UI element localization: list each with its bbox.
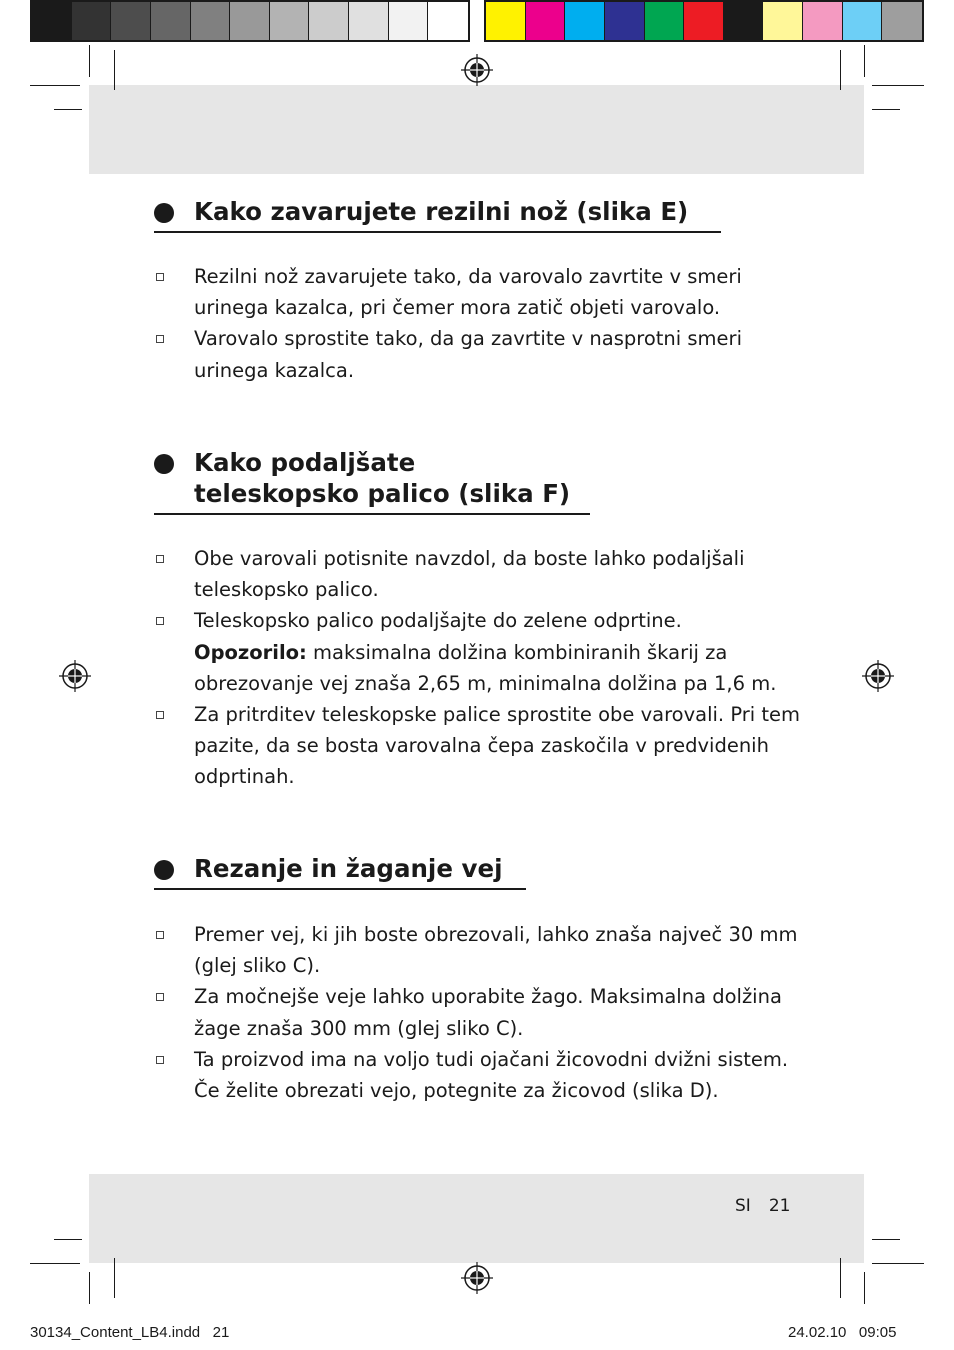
checkbox-square-icon [156, 273, 164, 281]
heading-bullet-icon [154, 454, 174, 474]
color-swatch [349, 2, 389, 40]
list-item-text: Premer vej, ki jih boste obrezovali, lahko znaša največ 30 mm (glej sliko C). [194, 923, 798, 978]
checkbox-square-icon [156, 711, 164, 719]
color-swatch [486, 2, 526, 40]
registration-mark-icon [861, 659, 895, 693]
heading-text: Kako zavarujete rezilni nož (slika E) [194, 197, 689, 226]
list-item [154, 543, 814, 605]
list-item [154, 981, 814, 1043]
checkbox-square-icon [156, 617, 164, 625]
color-swatch [151, 2, 191, 40]
process-color-bar [484, 0, 924, 42]
color-swatch [843, 2, 883, 40]
section-heading [154, 447, 834, 509]
color-swatch [645, 2, 685, 40]
slug-file: 30134_Content_LB4.indd 21 [30, 1324, 230, 1341]
registration-mark-icon [58, 659, 92, 693]
list-item-text: Varovalo sprostite tako, da ga zavrtite v nasprotni smeri urinega kazalca. [194, 327, 742, 382]
list-item-text: Rezilni nož zavarujete tako, da varovalo zavrtite v smeri urinega kazalca, pri čemer mora zatič objeti varovalo. [194, 265, 742, 320]
color-swatch [565, 2, 605, 40]
checkbox-square-icon [156, 555, 164, 563]
footer-band [89, 1174, 864, 1263]
color-swatch [111, 2, 151, 40]
list-item-text: Za pritrditev teleskopske palice sprostite obe varovali. Pri tem pazite, da se bosta varovalna čepa zaskočila v predvidenih odprtinah. [194, 703, 801, 789]
heading-bullet-icon [154, 860, 174, 880]
color-swatch [32, 2, 72, 40]
registration-mark-icon [460, 53, 494, 87]
list-item-text: Obe varovali potisnite navzdol, da boste lahko podaljšali teleskopsko palico. [194, 547, 745, 602]
color-swatch [803, 2, 843, 40]
section-heading [154, 196, 834, 227]
note-text: maksimalna dolžina kombiniranih škarij za obrezovanje vej znaša 2,65 m, minimalna dolžina pa 1,6 m. [194, 640, 777, 695]
heading-underline [154, 888, 526, 890]
color-swatch [724, 2, 764, 40]
color-swatch [605, 2, 645, 40]
bullet-list [154, 919, 814, 1106]
color-swatch [72, 2, 112, 40]
color-swatch [526, 2, 566, 40]
list-item-text: Ta proizvod ima na voljo tudi ojačani žicovodni dvižni sistem. Če želite obrezati vejo, potegnite za žicovod (slika D). [194, 1047, 789, 1103]
bullet-list [154, 261, 814, 386]
language-code: SI [735, 1196, 751, 1216]
checkbox-square-icon [156, 1056, 164, 1064]
list-item [154, 1044, 814, 1106]
heading-underline [154, 513, 590, 515]
checkbox-square-icon [156, 993, 164, 1001]
list-item [154, 699, 814, 793]
heading-text: Kako podaljšate teleskopsko palico (slika F) [194, 448, 571, 508]
list-item [154, 919, 814, 981]
color-swatch [191, 2, 231, 40]
gray-color-bar [30, 0, 470, 42]
checkbox-square-icon [156, 931, 164, 939]
color-swatch [270, 2, 310, 40]
list-item [154, 261, 814, 323]
list-item [154, 605, 814, 699]
color-swatch [882, 2, 922, 40]
note-label: Opozorilo: [194, 640, 307, 664]
list-item [154, 323, 814, 385]
color-swatch [428, 2, 468, 40]
color-swatch [684, 2, 724, 40]
section-heading [154, 853, 834, 884]
heading-underline [154, 231, 721, 233]
heading-text: Rezanje in žaganje vej [194, 854, 503, 883]
color-swatch [763, 2, 803, 40]
page-footer [735, 1196, 790, 1216]
color-swatch [309, 2, 349, 40]
heading-bullet-icon [154, 203, 174, 223]
list-item-text: Teleskopsko palico podaljšajte do zelene odprtine. [194, 609, 682, 633]
color-swatch [389, 2, 429, 40]
color-swatch [230, 2, 270, 40]
slug-datetime: 24.02.10 09:05 [788, 1324, 897, 1341]
page-number: 21 [768, 1196, 791, 1216]
header-band [89, 85, 864, 174]
registration-mark-icon [460, 1261, 494, 1295]
bullet-list [154, 543, 814, 793]
list-item-text: Za močnejše veje lahko uporabite žago. Maksimalna dolžina žage znaša 300 mm (glej sliko C). [194, 985, 782, 1040]
checkbox-square-icon [156, 335, 164, 343]
